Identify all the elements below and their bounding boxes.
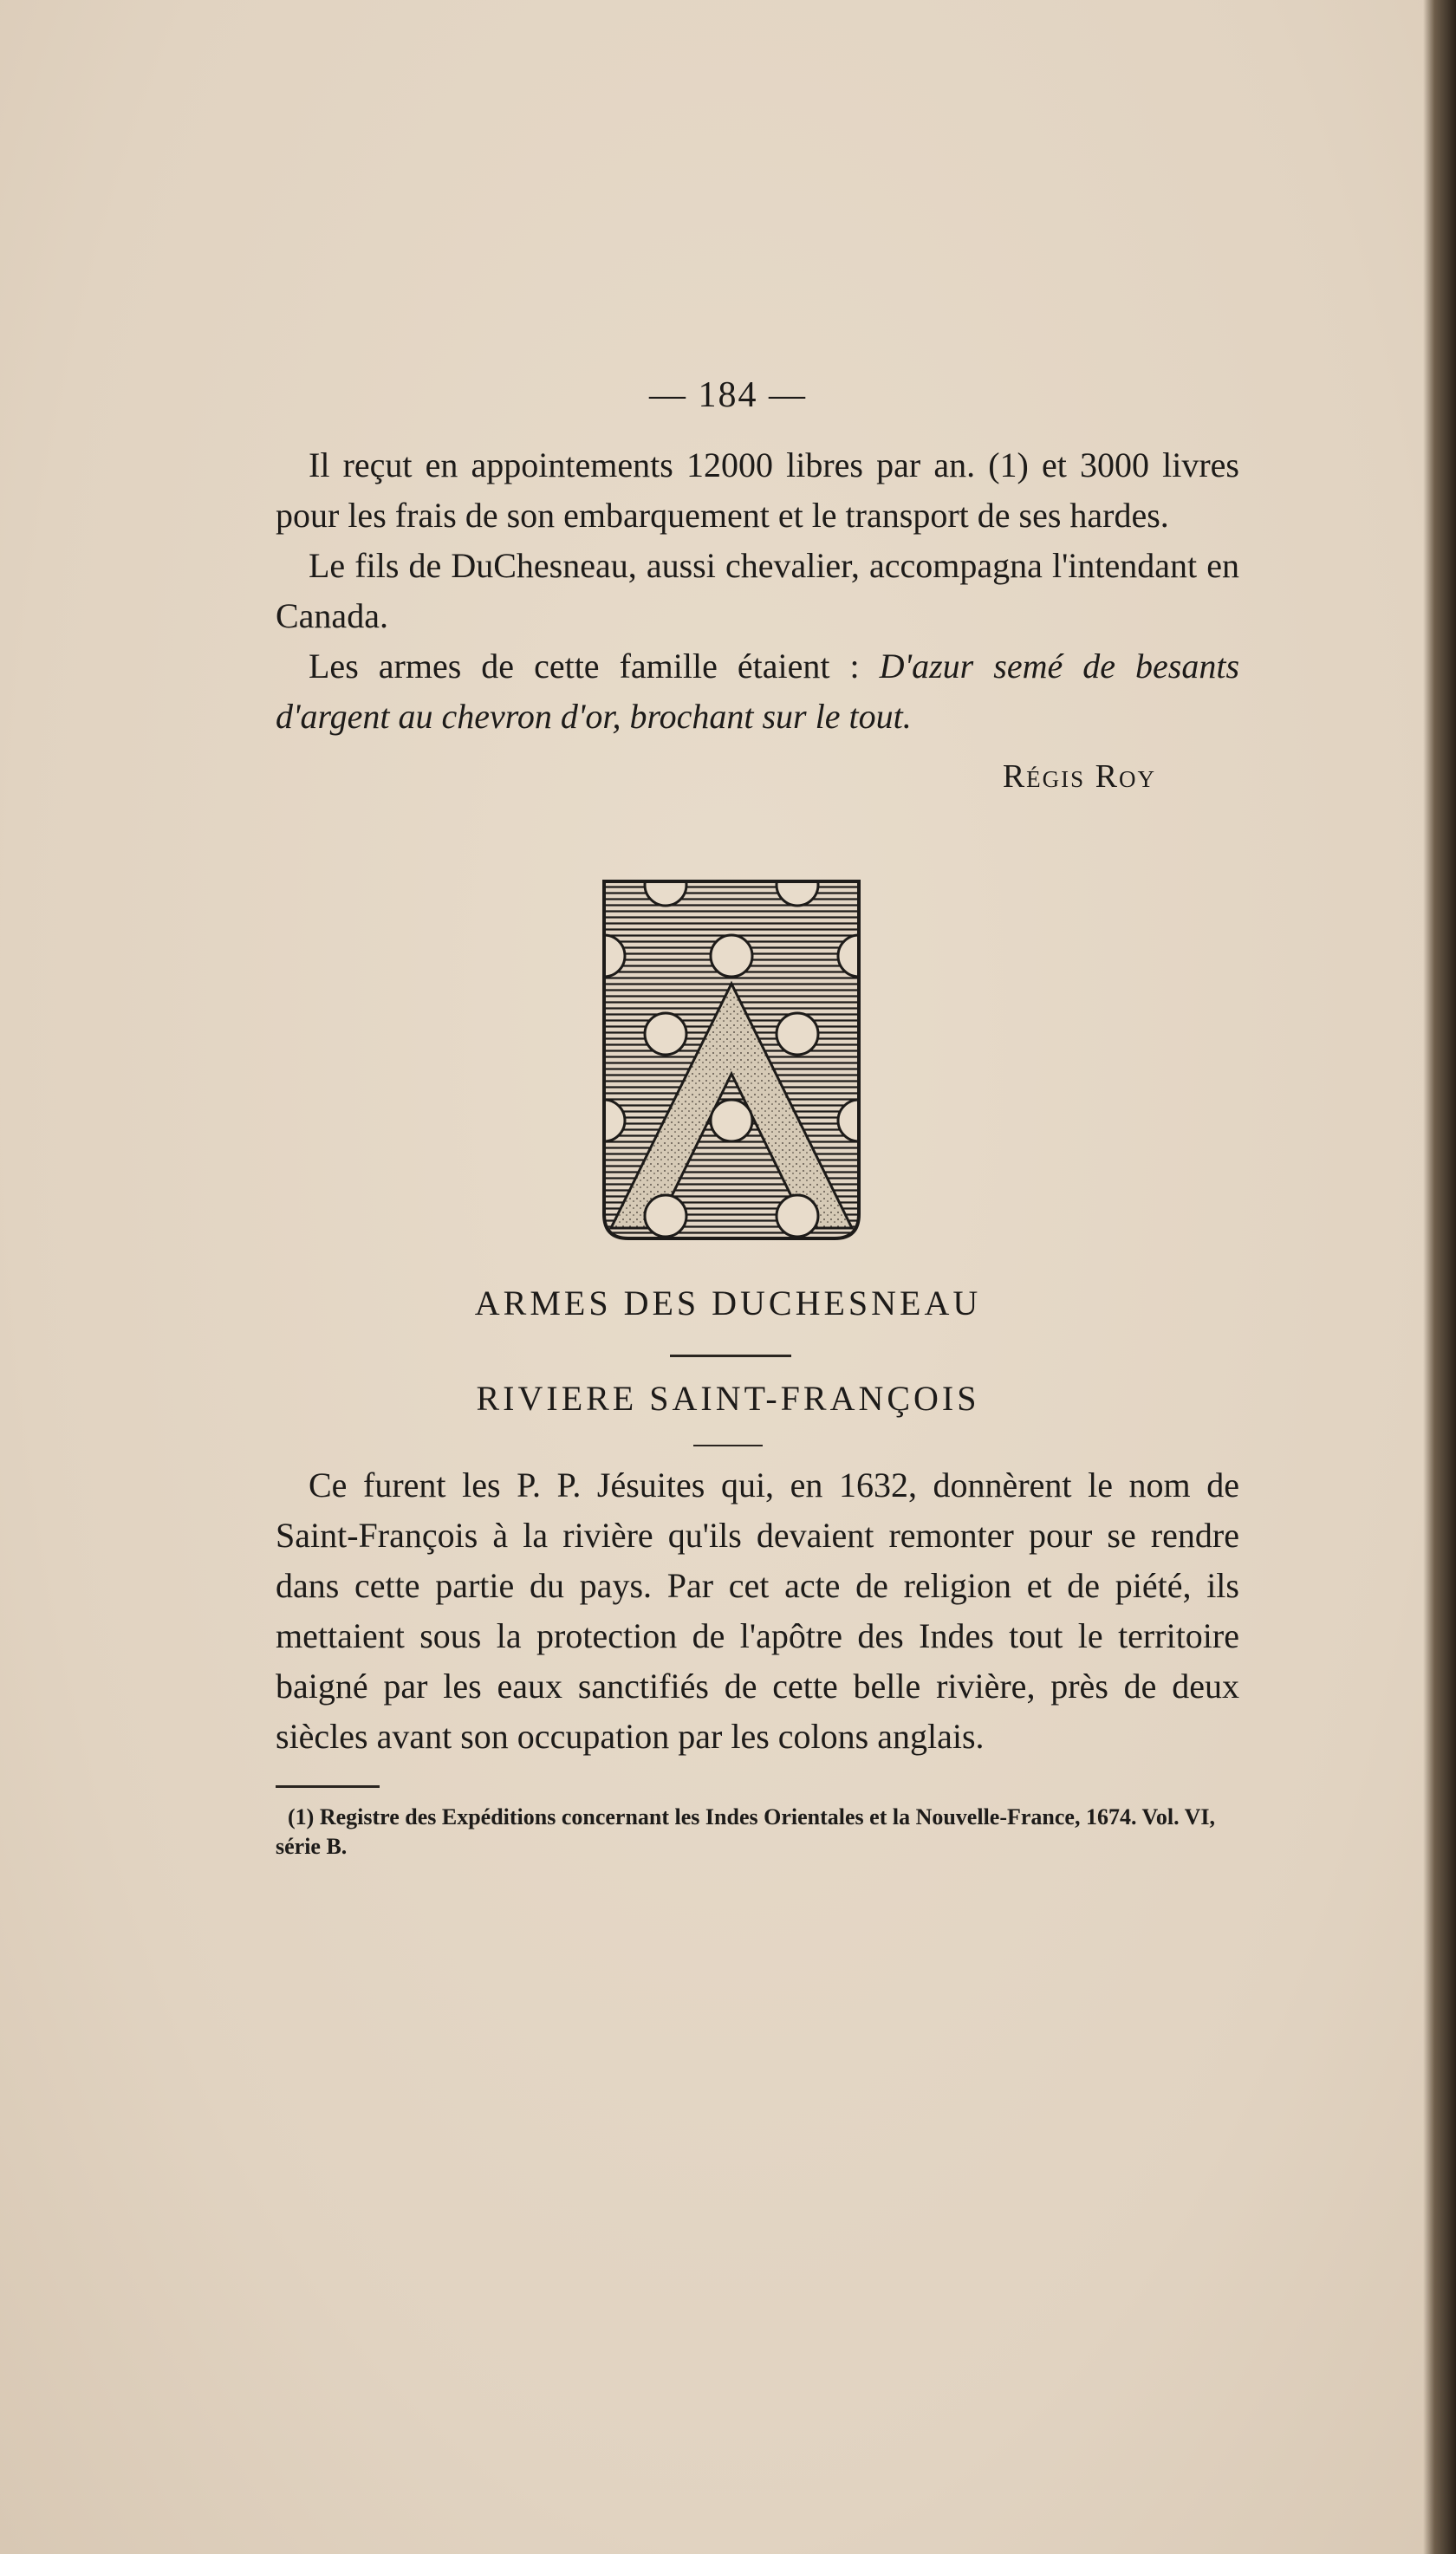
page-number: — 184 — — [649, 375, 807, 415]
section-title: RIVIERE SAINT-FRANÇOIS — [476, 1379, 980, 1418]
section-text-block — [276, 1460, 1239, 1762]
top-text-block — [276, 440, 1239, 742]
figure-caption: ARMES DES DUCHESNEAU — [474, 1283, 982, 1322]
title-underline — [693, 1445, 763, 1446]
armes-blazon: D'azur semé de besants d'argent au chevron d'or, brochant sur le tout. — [276, 647, 1240, 736]
paragraph-armes — [276, 641, 1239, 742]
paragraph-fils: Le fils de DuChesneau, aussi chevalier, accompagna l'intendant en Canada. — [276, 546, 1239, 635]
coat-of-arms-illustration — [601, 878, 862, 1242]
footnote-text: (1) Registre des Expéditions concernant les Indes Orientales et la Nouvelle-France, 1674. Vol. VI, série B. — [276, 1804, 1216, 1859]
footnote — [276, 1803, 1239, 1862]
section-divider — [670, 1355, 791, 1357]
armes-lead: Les armes de cette famille étaient : — [309, 647, 880, 686]
paragraph-appointements: Il reçut en appointements 12000 libres par an. (1) et 3000 livres pour les frais de son embarquement et le transport de ses hardes. — [276, 445, 1239, 535]
paragraph-riviere: Ce furent les P. P. Jésuites qui, en 1632, donnèrent le nom de Saint-François à la rivière qu'ils devaient remonter pour se rendre dans cette partie du pays. Par cet acte de religion et de piété, ils mettaient sous la protection de l'apôtre des Indes tout le territoire baigné par les eaux sanctifiés de cette belle rivière, près de deux siècles avant son occupation par les colons anglais. — [276, 1465, 1239, 1756]
author-signature: Régis Roy — [1002, 758, 1156, 795]
footnote-rule — [276, 1785, 380, 1788]
